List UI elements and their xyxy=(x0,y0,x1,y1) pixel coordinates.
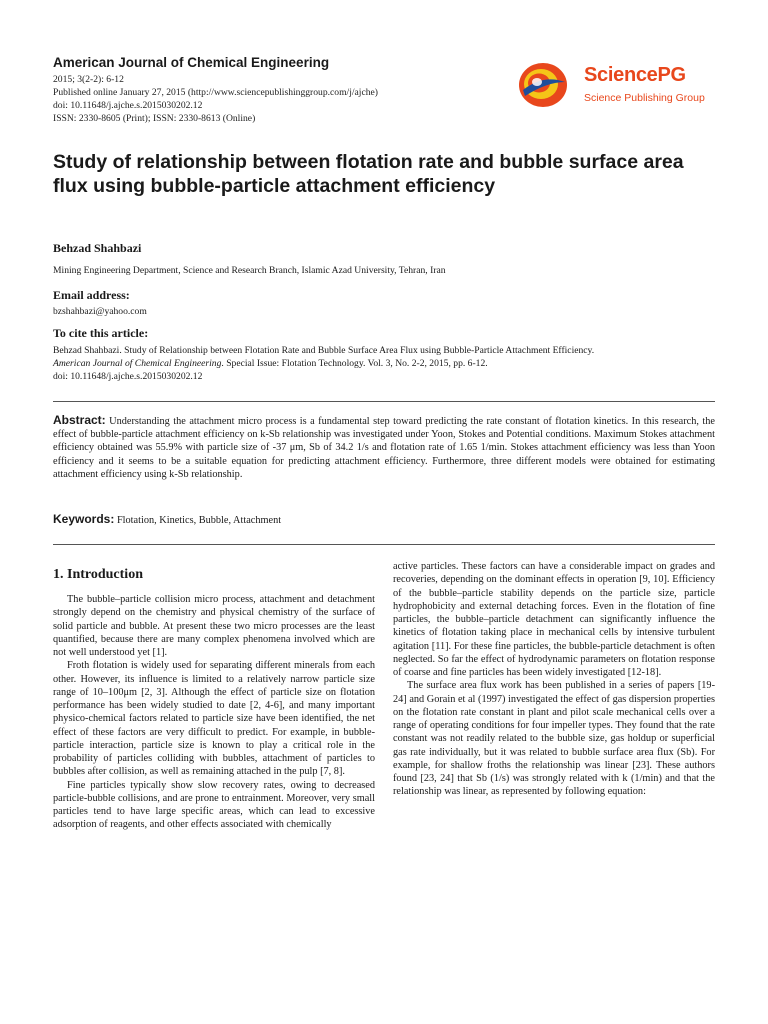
paragraph: Fine particles typically show slow recovery rates, owing to decreased particle-bubble collisions, and are prone to entrainment. Moreover, very small particles tend to have large specific areas, which can lead to excessive adsorption of reagents, and other effects associated with chemically xyxy=(53,779,375,831)
paragraph: active particles. These factors can have a considerable impact on grades and recoveries, depending on the dominant effects in operation [9, 10]. Efficiency of the bubble–particle stability depends on the particle size, particle hydrophobicity and external detaching forces. Even in the flotation of fine particles, the bubble–particle detachment can significantly influence the kinetics of flotation taking place in mechanical cells by intensive turbulent agitation [11]. For these fine particles, the bubble-particle detachment is often neglected. So far the effect of hydrodynamic parameters on flotation response of coarse and fine particles has been widely investigated [12-18]. xyxy=(393,561,715,678)
keywords-text: Flotation, Kinetics, Bubble, Attachment xyxy=(116,515,282,526)
logo-subtitle: Science Publishing Group xyxy=(584,92,705,104)
cite-heading: To cite this article: xyxy=(53,326,149,340)
logo-name: SciencePG xyxy=(584,64,686,86)
journal-title: American Journal of Chemical Engineering xyxy=(53,55,330,70)
author-email[interactable]: bzshahbazi@yahoo.com xyxy=(53,306,147,317)
paragraph: The bubble–particle collision micro process, attachment and detachment strongly depend on the chemistry and physical chemistry of the surface of solid particle and bubble. At present these two micro processes are the least quantified, because there are many complex phenomena involved which are not well understood yet [1]. xyxy=(53,594,375,658)
journal-doi: doi: 10.11648/j.ajche.s.2015030202.12 xyxy=(53,100,203,111)
publisher-logo xyxy=(517,58,717,114)
journal-header xyxy=(53,55,473,125)
paragraph: The surface area flux work has been published in a series of papers [19-24] and Gorain et al (1997) investigated the effect of gas dispersion properties on the flotation rate constant in plant and pilot scale mechanical cells over a range of operating conditions for four impeller types. They found that the rate constant was not readily related to the bubble size, gas holdup or superficial gas rate individually, but it was related to bubble surface area flux (Sb). For example, for shallow froths the relationship was linear [23]. These authors found [23, 24] that Sb (1/s) was strongly related with k (1/min) and that the relationship was linear, as represented by following equation: xyxy=(393,680,715,798)
citation-doi[interactable]: doi: 10.11648/j.ajche.s.2015030202.12 xyxy=(53,371,203,382)
keywords-label: Keywords: xyxy=(53,512,115,526)
journal-issue: 2015; 3(2-2): 6-12 xyxy=(53,74,124,85)
abstract xyxy=(53,414,715,481)
citation xyxy=(53,344,718,383)
divider-bottom xyxy=(53,544,715,545)
abstract-label: Abstract: xyxy=(53,413,106,427)
citation-issue: . Special Issue: Flotation Technology. Vol. 3, No. 2-2, 2015, pp. 6-12. xyxy=(221,358,488,369)
email-heading: Email address: xyxy=(53,288,130,302)
author-name: Behzad Shahbazi xyxy=(53,241,142,255)
paragraph: Froth flotation is widely used for separating different minerals from each other. However, its influence is limited to a relatively narrow particle size range of 10–100μm [2, 3]. Although the effect of particle size on flotation performance has been widely studied to date [2, 4-6], and many important physico-chemical factors related to particle size have been identified, the net effect of these factors are very difficult to predict. For example, in bubble-particle interaction, particle size is known to play a critical role in the probability of particles colliding with bubbles, attachment of particles to bubbles after collision, as well as remaining attached in the pulp [7, 8]. xyxy=(53,660,375,778)
sciencepg-logo-icon xyxy=(517,60,569,110)
left-column xyxy=(53,593,375,832)
author-affiliation: Mining Engineering Department, Science and Research Branch, Islamic Azad University, Tehran, Iran xyxy=(53,265,446,276)
abstract-text: Understanding the attachment micro process is a fundamental step toward predicting the rate constant of flotation kinetics. In this research, the effect of bubble-particle attachment efficiency on k-Sb relationship was investigated under Yoon, Stokes and Potential conditions. Maximum Stokes attachment efficiency obtained was 55.9% with particle size of -37 μm, Sb of 34.2 1/s and flotation rate of 1.65 1/min. Stokes attachment efficiency was less than Yoon efficiency and it seems to be a suitable equation for predicting attachment efficiency. Furthermore, three different models were obtained for estimating attachment efficiency using k-Sb relationship. xyxy=(53,416,715,480)
right-column xyxy=(393,560,715,799)
citation-text: Behzad Shahbazi. Study of Relationship between Flotation Rate and Bubble Surface Area Flux using Bubble-Particle Attachment Efficiency. xyxy=(53,345,595,356)
citation-journal: American Journal of Chemical Engineering xyxy=(53,358,222,369)
section-heading: 1. Introduction xyxy=(53,567,143,582)
journal-issn: ISSN: 2330-8605 (Print); ISSN: 2330-8613 (Online) xyxy=(53,113,256,124)
article-title: Study of relationship between flotation rate and bubble surface area flux using bubble-particle attachment efficiency xyxy=(53,151,684,197)
keywords xyxy=(53,512,281,526)
publication-date[interactable]: Published online January 27, 2015 (http://www.sciencepublishinggroup.com/j/ajche) xyxy=(53,87,378,98)
divider-top xyxy=(53,401,715,402)
